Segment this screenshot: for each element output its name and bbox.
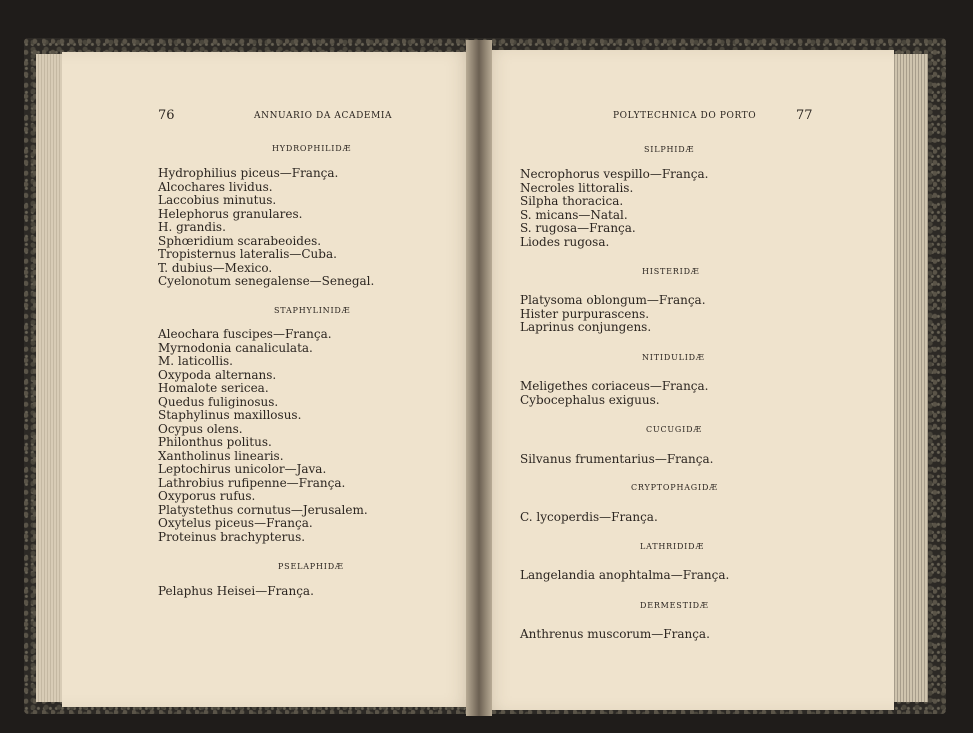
page-number: 76 bbox=[158, 108, 175, 123]
list-item: Necroles littoralis. bbox=[520, 180, 634, 195]
list-item: S. micans—Natal. bbox=[520, 207, 628, 222]
list-item: Lathrobius rufipenne—França. bbox=[158, 475, 346, 490]
list-item: Homalote sericea. bbox=[158, 381, 269, 395]
section-entries bbox=[520, 168, 708, 249]
section-entries bbox=[158, 328, 368, 544]
section-heading: HYDROPHILIDÆ bbox=[272, 144, 352, 153]
list-item: Helephorus granulares. bbox=[158, 206, 303, 221]
list-item: Silpha thoracica. bbox=[520, 194, 624, 208]
left-page bbox=[62, 52, 476, 707]
section-entries bbox=[520, 511, 658, 525]
list-item: Laccobius minutus. bbox=[158, 193, 277, 207]
list-item: Cybocephalus exiguus. bbox=[520, 392, 660, 407]
list-item: Meligethes coriaceus—França. bbox=[520, 379, 709, 393]
section-entries bbox=[520, 453, 713, 467]
section-entries bbox=[520, 380, 709, 407]
section-entries bbox=[520, 569, 729, 583]
list-item: Staphylinus maxillosus. bbox=[158, 408, 302, 422]
list-item: Myrnodonia canaliculata. bbox=[158, 340, 313, 355]
list-item: Pelaphus Heisei—França. bbox=[158, 584, 314, 598]
list-item: Aleochara fuscipes—França. bbox=[158, 327, 332, 341]
page-number: 77 bbox=[796, 108, 813, 123]
list-item: Platysoma oblongum—França. bbox=[520, 293, 706, 307]
list-item: Quedus fuliginosus. bbox=[158, 394, 279, 409]
list-item: Cyelonotum senegalense—Senegal. bbox=[158, 274, 375, 288]
list-item: Leptochirus unicolor—Java. bbox=[158, 462, 327, 476]
section-heading: SILPHIDÆ bbox=[644, 145, 695, 154]
section-entries bbox=[520, 294, 706, 335]
section-entries bbox=[520, 628, 710, 642]
list-item: Platystethus cornutus—Jerusalem. bbox=[158, 502, 368, 517]
list-item: Ocypus olens. bbox=[158, 421, 243, 436]
list-item: Proteinus brachypterus. bbox=[158, 529, 306, 544]
list-item: Oxypoda alternans. bbox=[158, 367, 277, 382]
list-item: Laprinus conjungens. bbox=[520, 320, 652, 334]
page-edges-right bbox=[892, 54, 928, 702]
section-heading: CRYPTOPHAGIDÆ bbox=[631, 483, 718, 492]
list-item: Hydrophilius piceus—França. bbox=[158, 166, 339, 180]
section-heading: PSELAPHIDÆ bbox=[278, 562, 344, 571]
list-item: Hister purpurascens. bbox=[520, 306, 650, 321]
book-gutter bbox=[466, 40, 492, 716]
list-item: Xantholinus linearis. bbox=[158, 448, 284, 463]
section-heading: CUCUGIDÆ bbox=[646, 425, 703, 434]
section-heading: STAPHYLINIDÆ bbox=[274, 306, 351, 315]
list-item: S. rugosa—França. bbox=[520, 221, 636, 235]
list-item: Philonthus politus. bbox=[158, 435, 272, 449]
list-item: Necrophorus vespillo—França. bbox=[520, 167, 709, 181]
list-item: T. dubius—Mexico. bbox=[158, 260, 273, 275]
list-item: Sphœridium scarabeoides. bbox=[158, 233, 322, 248]
list-item: Tropisternus lateralis—Cuba. bbox=[158, 247, 337, 261]
running-header: ANNUARIO DA ACADEMIA bbox=[254, 111, 393, 121]
section-entries bbox=[158, 167, 374, 289]
right-page bbox=[480, 50, 894, 710]
list-item: Silvanus frumentarius—França. bbox=[520, 452, 714, 466]
section-entries bbox=[158, 585, 314, 599]
section-heading: HISTERIDÆ bbox=[642, 267, 700, 276]
list-item: Alcochares lividus. bbox=[158, 179, 273, 194]
list-item: Oxyporus rufus. bbox=[158, 489, 256, 503]
list-item: M. laticollis. bbox=[158, 354, 233, 368]
list-item: C. lycoperdis—França. bbox=[520, 510, 658, 524]
list-item: Langelandia anophtalma—França. bbox=[520, 568, 730, 582]
list-item: Liodes rugosa. bbox=[520, 234, 610, 249]
list-item: H. grandis. bbox=[158, 220, 226, 234]
list-item: Anthrenus muscorum—França. bbox=[520, 627, 710, 641]
section-heading: NITIDULIDÆ bbox=[642, 353, 705, 362]
section-heading: DERMESTIDÆ bbox=[640, 601, 709, 610]
list-item: Oxytelus piceus—França. bbox=[158, 516, 313, 530]
section-heading: LATHRIDIDÆ bbox=[640, 542, 705, 551]
running-header: POLYTECHNICA DO PORTO bbox=[613, 111, 757, 121]
